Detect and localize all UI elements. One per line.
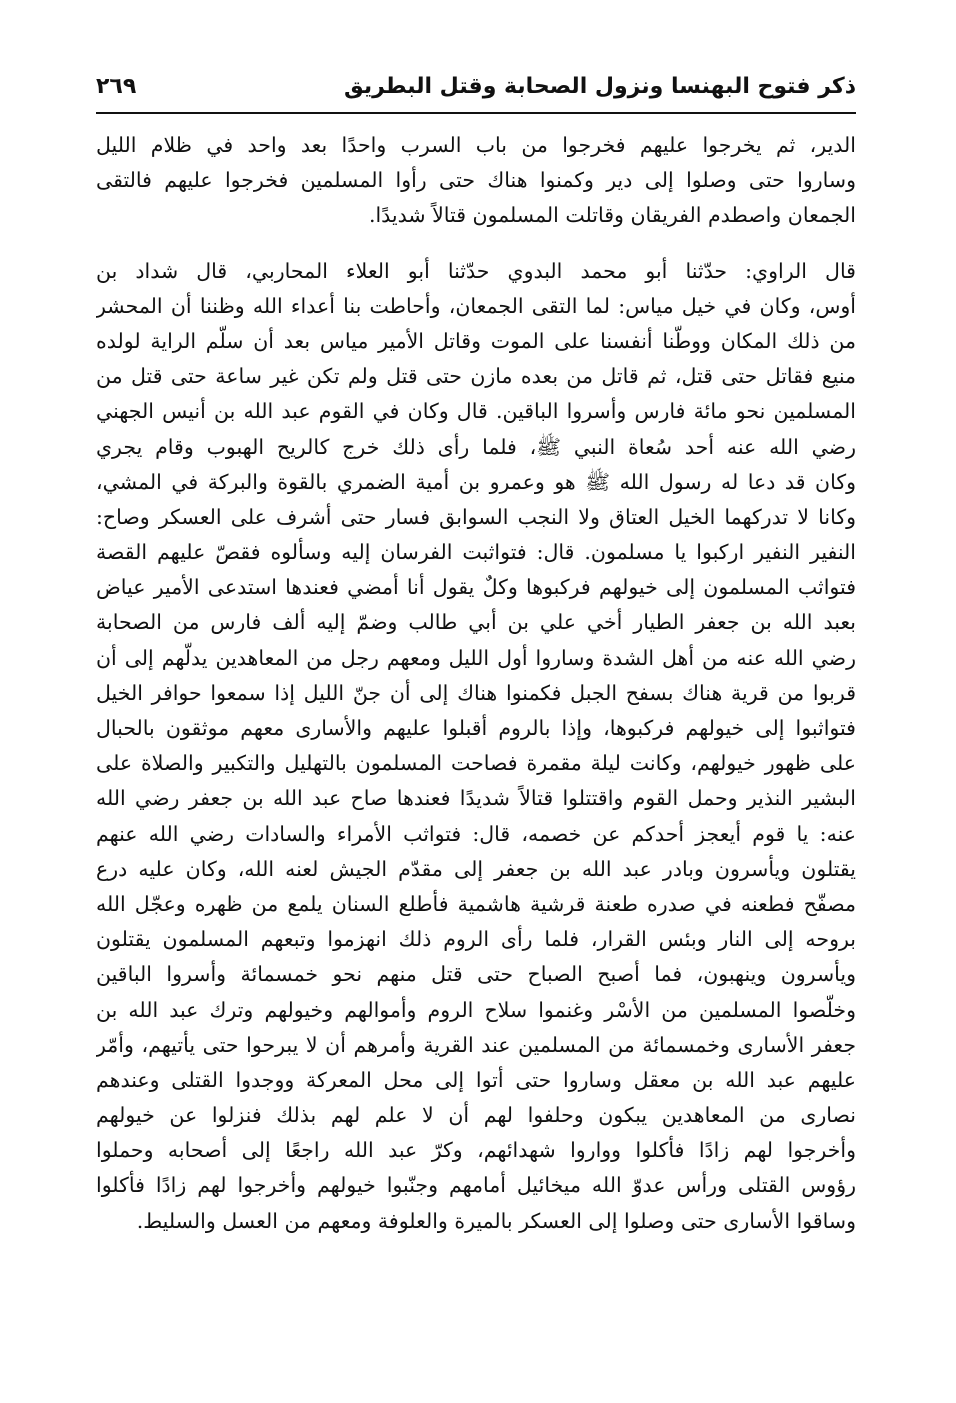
body-text — [96, 128, 856, 1239]
text-line: عنه: يا قوم أيعجز أحدكم عن خصمه، قال: فتواثب الأمراء والسادات رضي الله عنهم — [96, 821, 856, 846]
text-line: رؤوس القتلى ورأس عدوّ الله ميخائيل أمامهم وجنّبوا خيولهم وأخرجوا لهم زادًا فأكلوا — [96, 1173, 856, 1198]
text-line: نصارى من المعاهدين يبكون وحلفوا لهم أن لا علم لهم بذلك فنزلوا عن خيولهم — [96, 1103, 856, 1128]
text-line: وكان قد دعا له رسول الله ﷺ هو وعمرو بن أمية الضمري بالقوة والبركة في المشي، — [96, 469, 856, 494]
text-line: وأخرجوا لهم زادًا فأكلوا وواروا شهدائهم، وكرّ عبد الله راجعًا إلى أصحابه وحملوا — [96, 1138, 856, 1163]
text-line: منيع فقاتل حتى قتل، ثم قاتل من بعده مازن حتى قتل ولم تكن غير ساعة حتى قتل من — [96, 364, 856, 389]
text-line: أوس، وكان في خيل مياس: لما التقى الجمعان، وأحاطت بنا أعداء الله وظننا أن المحشر — [96, 293, 856, 318]
text-line: قال الراوي: حدّثنا أبو محمد البدوي حدّثنا أبو العلاء المحاربي، قال شداد بن — [96, 258, 856, 283]
text-line: الجمعان واصطدم الفريقان وقاتلت المسلمون قتالاً شديدًا. — [368, 203, 856, 228]
paragraph — [96, 254, 856, 1239]
paragraph — [96, 128, 856, 234]
text-line: مصفّح فطعنه في صدره طعنة قرشية هاشمية فأطلع السنان يلمع من ظهره وعجّل الله — [96, 891, 856, 916]
text-line: بروحه إلى النار وبئس القرار، فلما رأى الروم ذلك انهزموا وتبعهم المسلمون يقتلون — [96, 927, 856, 952]
text-line: فتواثبوا إلى خيولهم فركبوها، وإذا بالروم أقبلوا عليهم والأسارى معهم موثقون بالحبال — [96, 716, 856, 740]
text-line: يقتلون ويأسرون وبادر عبد الله بن جعفر إلى مقدّم الجيش لعنه الله، وكان عليه درع — [96, 856, 856, 881]
text-line: الدير، ثم يخرجوا عليهم فخرجوا من باب السرب واحدًا بعد واحد في ظلام الليل — [96, 133, 856, 157]
text-line: بعبد الله بن جعفر الطيار أخي علي بن أبي طالب وضمّ إليه ألف فارس من الصحابة — [96, 610, 856, 635]
text-line: وساروا حتى وصلوا إلى دير وكمنوا هناك حتى رأوا المسلمين فخرجوا عليهم فالتقى — [96, 168, 856, 193]
text-line: قربوا من قرية هناك بسفح الجبل فكمنوا هناك إلى أن جنّ الليل إذا سمعوا حوافر الخيل — [96, 680, 856, 705]
text-line: رضي الله عنه أحد سُعاة النبي ﷺ، فلما رأى ذلك خرج كالريح الهبوب وقام يجري — [96, 434, 856, 459]
text-line: وساقوا الأسارى حتى وصلوا إلى العسكر بالميرة والعلوفة ومعهم من العسل والسليط. — [136, 1208, 856, 1233]
running-header — [96, 70, 856, 114]
book-page — [96, 70, 856, 1239]
text-line: وخلّصوا المسلمين من الأسْر وغنموا سلاح الروم وأموالهم وخيولهم وترك عبد الله بن — [96, 997, 856, 1022]
page-number: ٢٦٩ — [96, 74, 137, 99]
text-line: من ذلك المكان ووطّنا أنفسنا على الموت وقاتل الأمير مياس بعد أن سلّم الراية لولده — [96, 328, 856, 353]
text-line: على ظهور خيولهم، وكانت ليلة مقمرة فصاحت المسلمون بالتهليل والتكبير والصلاة على — [96, 751, 856, 776]
text-line: ويأسرون وينهبون، فما أصبح الصباح حتى قتل منهم نحو خمسمائة وأسروا الباقين — [96, 962, 856, 987]
text-line: جعفر الأسارى وخمسمائة من المسلمين عند القرية وأمرهم أن لا يبرحوا حتى يأتيهم، وأمّر — [96, 1032, 856, 1057]
text-line: وكانا لا تدركهما الخيل العتاق ولا النجب السوابق فسار حتى أشرف على العسكر وصاح: — [96, 504, 856, 529]
text-line: المسلمين نحو مائة فارس وأسروا الباقين. قال وكان في القوم عبد الله بن أنيس الجهني — [96, 399, 856, 424]
text-line: البشير النذير وحمل القوم واقتتلوا قتالاً شديدًا فعندها صاح عبد الله بن جعفر رضي الله — [96, 786, 856, 811]
text-line: فتواثب المسلمون إلى خيولهم فركبوها وكلٌ يقول أنا أمضي فعندها استدعى الأمير عياض — [96, 575, 856, 600]
chapter-title: ذكر فتوح البهنسا ونزول الصحابة وقتل البطريق — [344, 74, 856, 99]
text-line: النفير النفير اركبوا يا مسلمون. قال: فتواثبت الفرسان إليه وسألوه فقصّ عليهم القصة — [96, 540, 856, 565]
text-line: رضي الله عنه من أهل الشدة وساروا أول الليل ومعهم رجل من المعاهدين يدلّهم إلى أن — [96, 645, 856, 670]
text-line: عليهم عبد الله بن معقل وساروا حتى أتوا إلى محل المعركة ووجدوا القتلى وعندهم — [96, 1067, 856, 1092]
